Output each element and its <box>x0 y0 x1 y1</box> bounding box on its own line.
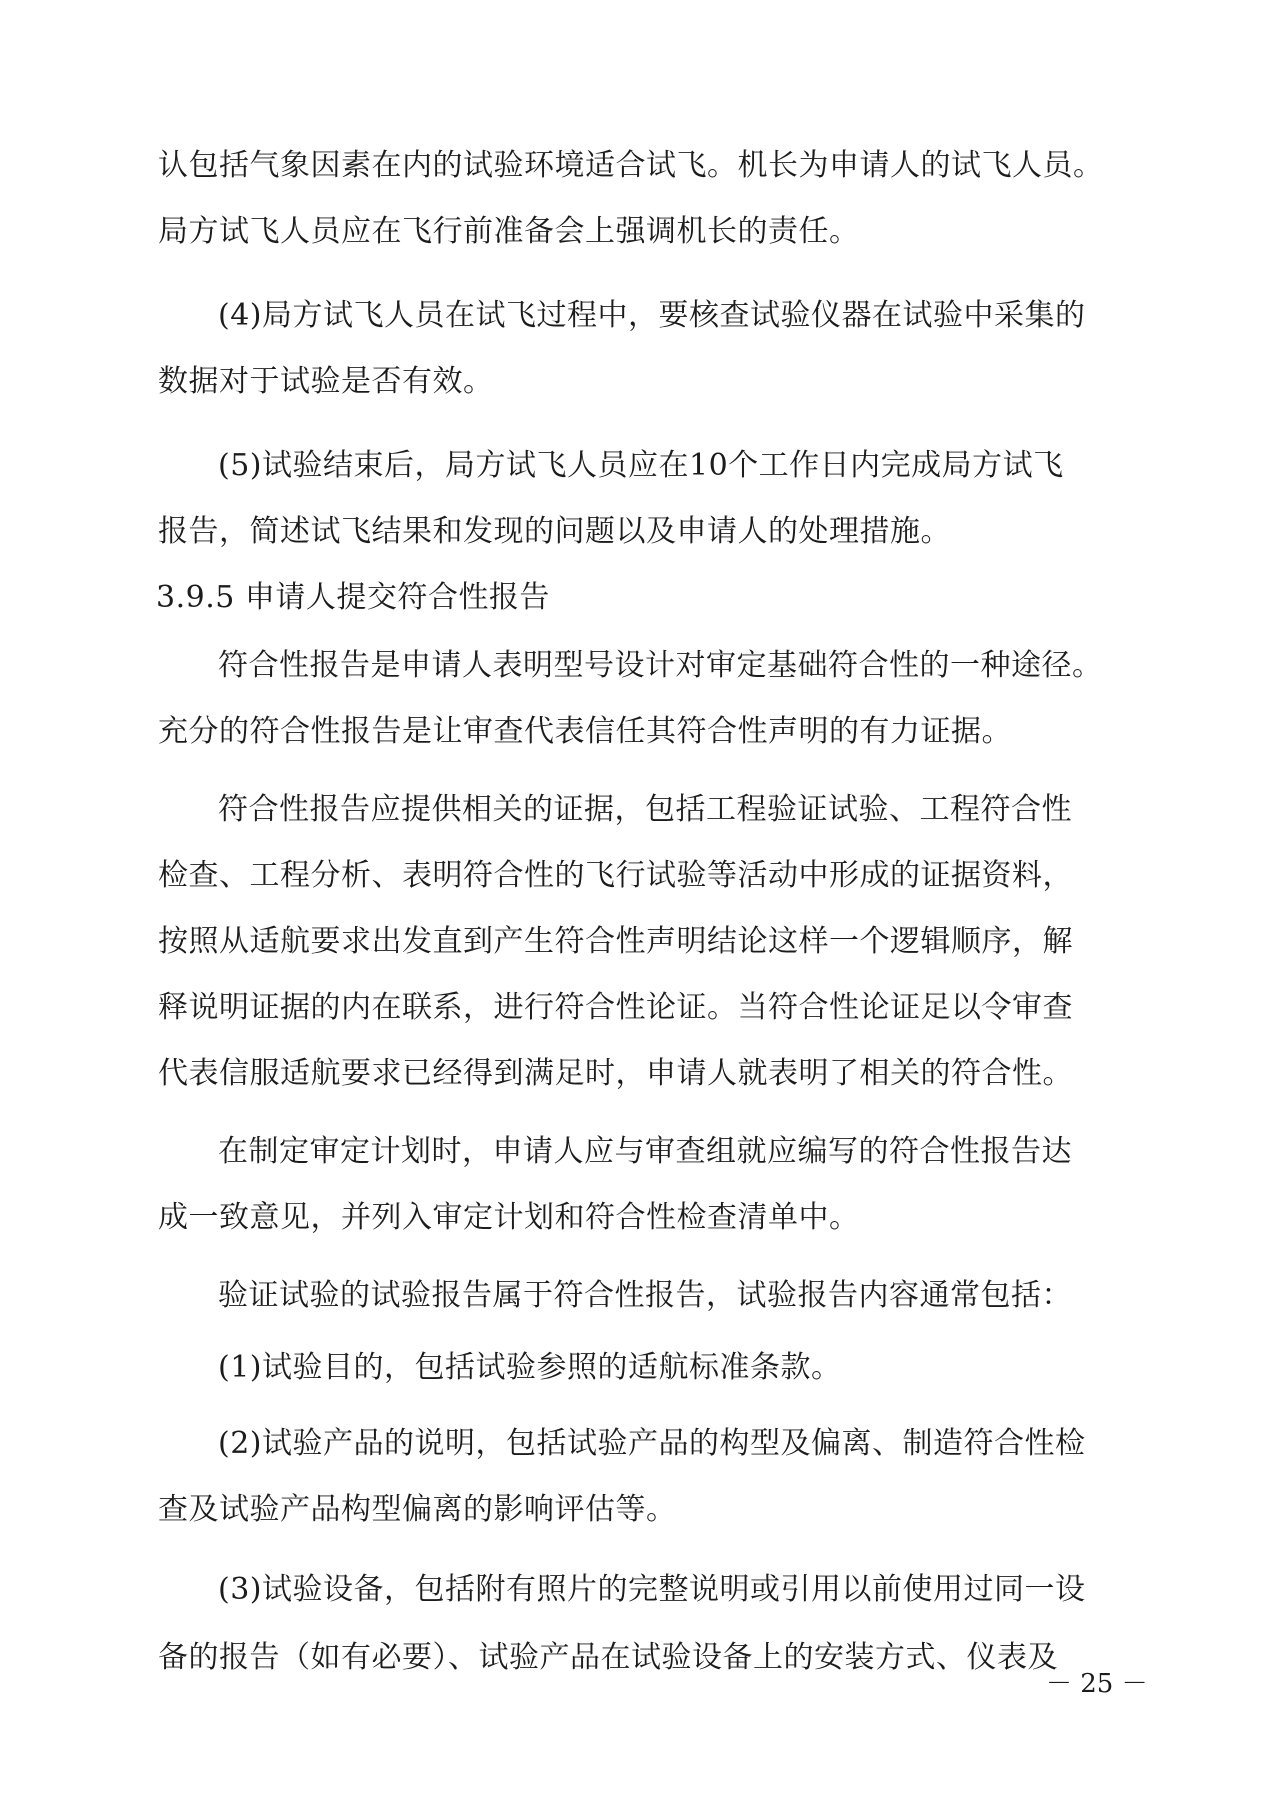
text-line: (2)试验产品的说明，包括试验产品的构型及偏离、制造符合性检 <box>218 1426 1086 1461</box>
text-line: 代表信服适航要求已经得到满足时，申请人就表明了相关的符合性。 <box>158 1056 1073 1091</box>
text-line: 充分的符合性报告是让审查代表信任其符合性声明的有力证据。 <box>158 714 1012 749</box>
text-line: 检查、工程分析、表明符合性的飞行试验等活动中形成的证据资料， <box>158 858 1073 893</box>
text-line: 备的报告（如有必要）、试验产品在试验设备上的安装方式、仪表及 <box>158 1640 1058 1675</box>
text-line: 成一致意见，并列入审定计划和符合性检查清单中。 <box>158 1200 860 1235</box>
text-line: 报告，简述试飞结果和发现的问题以及申请人的处理措施。 <box>158 514 951 549</box>
text-line: (4)局方试飞人员在试飞过程中，要核查试验仪器在试验中采集的 <box>218 298 1086 333</box>
text-line: 验证试验的试验报告属于符合性报告，试验报告内容通常包括： <box>218 1278 1072 1313</box>
text-line: 符合性报告应提供相关的证据，包括工程验证试验、工程符合性 <box>218 792 1072 827</box>
section-heading: 3.9.5 申请人提交符合性报告 <box>156 580 550 615</box>
text-line: 查及试验产品构型偏离的影响评估等。 <box>158 1492 677 1527</box>
text-line: (5)试验结束后，局方试飞人员应在10个工作日内完成局方试飞 <box>218 448 1064 483</box>
text-line: 数据对于试验是否有效。 <box>158 364 494 399</box>
text-line: 符合性报告是申请人表明型号设计对审定基础符合性的一种途径。 <box>218 648 1103 683</box>
page-number: － 25 － <box>1046 1669 1148 1699</box>
text-line: 局方试飞人员应在飞行前准备会上强调机长的责任。 <box>158 214 860 249</box>
text-line: (3)试验设备，包括附有照片的完整说明或引用以前使用过同一设 <box>218 1572 1086 1607</box>
text-line: 认包括气象因素在内的试验环境适合试飞。机长为申请人的试飞人员。 <box>158 148 1104 183</box>
text-line: 按照从适航要求出发直到产生符合性声明结论这样一个逻辑顺序，解 <box>158 924 1073 959</box>
text-line: (1)试验目的，包括试验参照的适航标准条款。 <box>218 1350 842 1385</box>
text-line: 释说明证据的内在联系，进行符合性论证。当符合性论证足以令审查 <box>158 990 1073 1025</box>
text-line: 在制定审定计划时，申请人应与审查组就应编写的符合性报告达 <box>218 1134 1072 1169</box>
